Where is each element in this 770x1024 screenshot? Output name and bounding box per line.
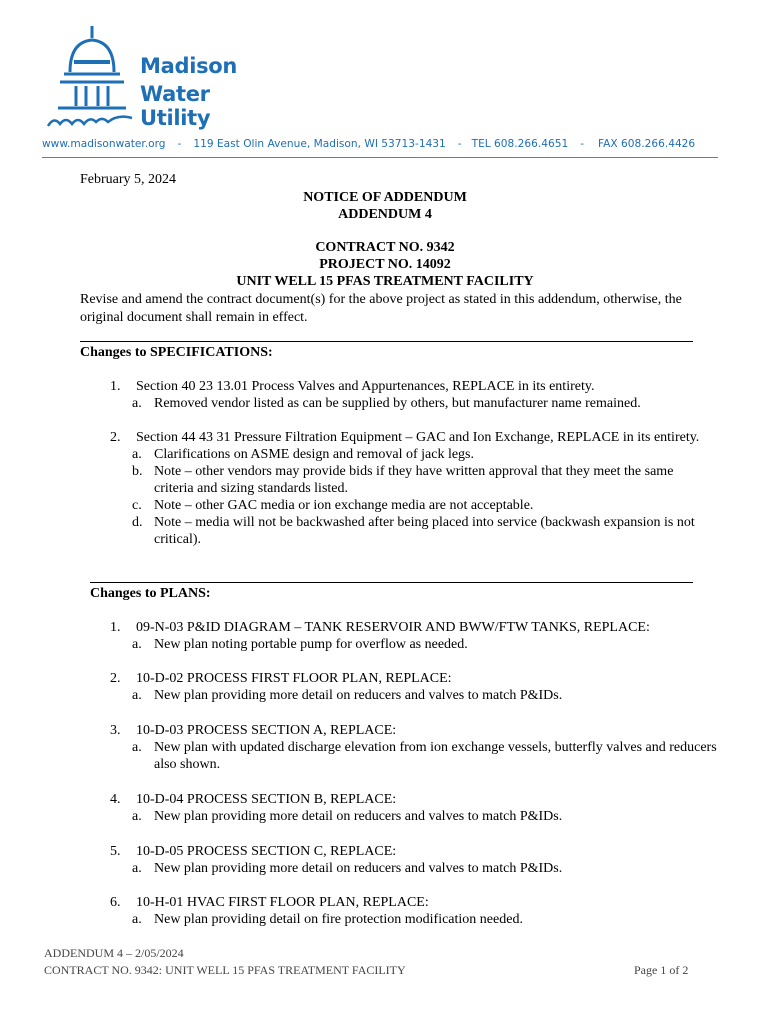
logo-title-line1: Madison: [140, 54, 238, 78]
plans-list-item-2: 2. 10-D-02 PROCESS FIRST FLOOR PLAN, REPLACE: a. New plan providing more detail on reducers and valves to match P&IDs.: [110, 671, 563, 703]
item-text: Section 44 43 31 Pressure Filtration Equipment – GAC and Ion Exchange, REPLACE in its entirety.: [136, 430, 700, 445]
specifications-list: [110, 429, 700, 548]
notice-title: NOTICE OF ADDENDUM: [303, 190, 467, 205]
header-divider: [42, 157, 718, 158]
plans-list-item-6: 6. 10-H-01 HVAC FIRST FLOOR PLAN, REPLACE: a. New plan providing detail on fire protection modification needed.: [110, 895, 523, 927]
sub-item: c. Note – other GAC media or ion exchange media are not acceptable.: [132, 498, 534, 513]
capitol-dome-icon: [40, 22, 140, 132]
sub-item: d. Note – media will not be backwashed after being placed into service (backwash expansion is not critical).: [132, 515, 695, 547]
separator: -: [457, 138, 462, 150]
plans-list-item-3: 3. 10-D-03 PROCESS SECTION A, REPLACE: a. New plan with updated discharge elevation from ion exchange vessels, butterfly valves and reducers also shown.: [110, 723, 717, 772]
section-divider: [90, 582, 693, 583]
item-text: 10-D-03 PROCESS SECTION A, REPLACE:: [136, 723, 397, 738]
fax: FAX 608.266.4426: [598, 138, 696, 150]
logo-title-line2: Water Utility: [140, 82, 211, 130]
list-item: [110, 378, 720, 395]
facility-name: UNIT WELL 15 PFAS TREATMENT FACILITY: [236, 274, 534, 289]
separator: -: [580, 138, 585, 150]
contact-bar: [42, 138, 742, 150]
plans-heading: Changes to PLANS:: [90, 586, 211, 601]
specifications-heading: Changes to SPECIFICATIONS:: [80, 345, 273, 360]
address: 119 East Olin Avenue, Madison, WI 53713-1431: [193, 138, 446, 150]
specifications-list: [110, 378, 720, 412]
plans-list-item-4: 4. 10-D-04 PROCESS SECTION B, REPLACE: a. New plan providing more detail on reducers and valves to match P&IDs.: [110, 792, 563, 824]
document-date: February 5, 2024: [80, 172, 177, 187]
sub-item: a. Clarifications on ASME design and removal of jack legs.: [132, 447, 474, 462]
item-text: 09-N-03 P&ID DIAGRAM – TANK RESERVOIR AND BWW/FTW TANKS, REPLACE:: [136, 620, 650, 635]
footer-contract: CONTRACT NO. 9342: UNIT WELL 15 PFAS TREATMENT FACILITY: [44, 963, 406, 977]
madison-water-utility-logo: [40, 22, 280, 134]
item-number: 1.: [110, 379, 121, 394]
item-text: 10-D-05 PROCESS SECTION C, REPLACE:: [136, 844, 397, 859]
intro-paragraph: Revise and amend the contract document(s) for the above project as stated in this addendum, otherwise, the original document shall remain in effect.: [80, 292, 682, 325]
separator: -: [177, 138, 182, 150]
sub-item: b. Note – other vendors may provide bids if they have written approval that they meet the same criteria and sizing standards listed.: [132, 464, 674, 496]
page-number: Page 1 of 2: [634, 963, 689, 977]
plans-list-item-5: 5. 10-D-05 PROCESS SECTION C, REPLACE: a. New plan providing more detail on reducers and valves to match P&IDs.: [110, 844, 563, 876]
item-text: Section 40 23 13.01 Process Valves and Appurtenances, REPLACE in its entirety.: [136, 379, 595, 394]
sub-item: a. Removed vendor listed as can be supplied by others, but manufacturer name remained.: [132, 396, 641, 411]
project-number: PROJECT NO. 14092: [319, 257, 451, 272]
section-divider: [80, 341, 693, 342]
item-text: 10-D-04 PROCESS SECTION B, REPLACE:: [136, 792, 397, 807]
list-item: [110, 429, 700, 446]
footer-addendum: ADDENDUM 4 – 2/05/2024: [44, 946, 184, 960]
website-link[interactable]: www.madisonwater.org: [42, 138, 166, 150]
item-text: 10-H-01 HVAC FIRST FLOOR PLAN, REPLACE:: [136, 895, 429, 910]
contract-number: CONTRACT NO. 9342: [315, 240, 455, 255]
item-number: 2.: [110, 430, 121, 445]
plans-list-item-1: 1. 09-N-03 P&ID DIAGRAM – TANK RESERVOIR AND BWW/FTW TANKS, REPLACE: a. New plan noting portable pump for overflow as needed.: [110, 620, 650, 652]
tel: TEL 608.266.4651: [471, 138, 569, 150]
item-text: 10-D-02 PROCESS FIRST FLOOR PLAN, REPLACE:: [136, 671, 452, 686]
addendum-number: ADDENDUM 4: [338, 207, 432, 222]
